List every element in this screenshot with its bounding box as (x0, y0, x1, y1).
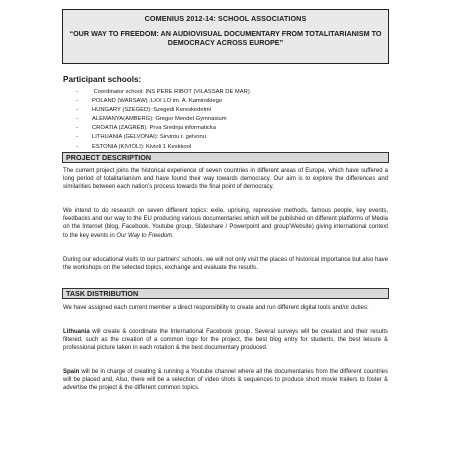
school-list (76, 88, 250, 152)
list-item: - Coordinator school: INS PERE RIBOT (VILASSAR DE MAR) (76, 88, 250, 97)
list-dash: - (76, 98, 78, 105)
list-dash: - (76, 89, 78, 95)
project-title: “OUR WAY TO FREEDOM: AN AUDIOVISUAL DOCUMENTARY FROM TOTALITARIANISM TO DEMOCRACY ACROSS EUROPE” (69, 29, 382, 47)
list-item: - ALEMANYA(AMBERG): Gregor Mendel Gymnasium (76, 115, 250, 124)
project-description-paragraph-3: During our educational visits to our partners' schools, we will not only visit the places of historical importance but also have the workshops on the selected topics, exchange and evaluate the results. (63, 257, 388, 272)
list-dash: - (76, 143, 78, 150)
program-title: COMENIUS 2012-14: SCHOOL ASSOCIATIONS (144, 14, 307, 23)
task-distribution-paragraph-2: Lithuania will create & coordinate the International Facebook group. Several surveys will be created and their results filtered, such as the creation of a common logo for the project, the best blog entry for students, the best leisure & professional picture taken in each rotation & the best documentary produced. (63, 329, 388, 352)
project-description-heading: PROJECT DESCRIPTION (62, 152, 389, 163)
participants-heading: Participant schools: (63, 75, 142, 84)
list-dash: - (76, 134, 78, 141)
task-distribution-paragraph-3: Spain will be in charge of creating & running a Youtube channel where all the documentaries from the different countries will be placed and, Also, there will be a selection of video shots & sequences to produce short movie trailers to foster & advertise the project & the different common topics. (63, 369, 388, 392)
task-distribution-heading: TASK DISTRIBUTION (62, 288, 389, 299)
project-description-paragraph-2: We intend to do research on seven different topics: exile, uprising, repressive methods, famous people, key events, feedbacks and our way to the EU producing various documentaries which will be published on different platforms of Media on the Internet (blog, Facebook, Youtube group, Slideshare / Powerpoint and group’Website) giving international context to the key events in Our Way to Freedom. (63, 208, 388, 239)
list-item: - ESTONIA (KIVIOLI): Kivioli 1 Keskkool (76, 143, 250, 152)
title-box (62, 9, 389, 64)
list-item: - LITHUANIA (GELVONAI): Sirvintu r. gelvonu (76, 133, 250, 142)
list-dash: - (76, 116, 78, 123)
list-dash: - (76, 125, 78, 132)
project-description-paragraph-1: The current project joins the historical experience of seven countries in different areas of Europe, which have suffered a long period of totalitarianism and have found their way towards democracy. Our aim is to explore the differences and similarities between each nation’s process towards the final point of democracy. (63, 168, 388, 191)
task-distribution-paragraph-1: We have assigned each current member a direct responsibility to create and run different digital tools and/or duties: (63, 305, 369, 311)
list-item: - POLAND (WARSAW) :LXX LO im. A. Kaminskiego (76, 97, 250, 106)
list-dash: - (76, 107, 78, 114)
list-item: - CROATIA (ZAGREB): Prva Srednja informaticka (76, 124, 250, 133)
list-item: - HUNGARY (SZEGED): Szegedi Kereskedelmi (76, 106, 250, 115)
